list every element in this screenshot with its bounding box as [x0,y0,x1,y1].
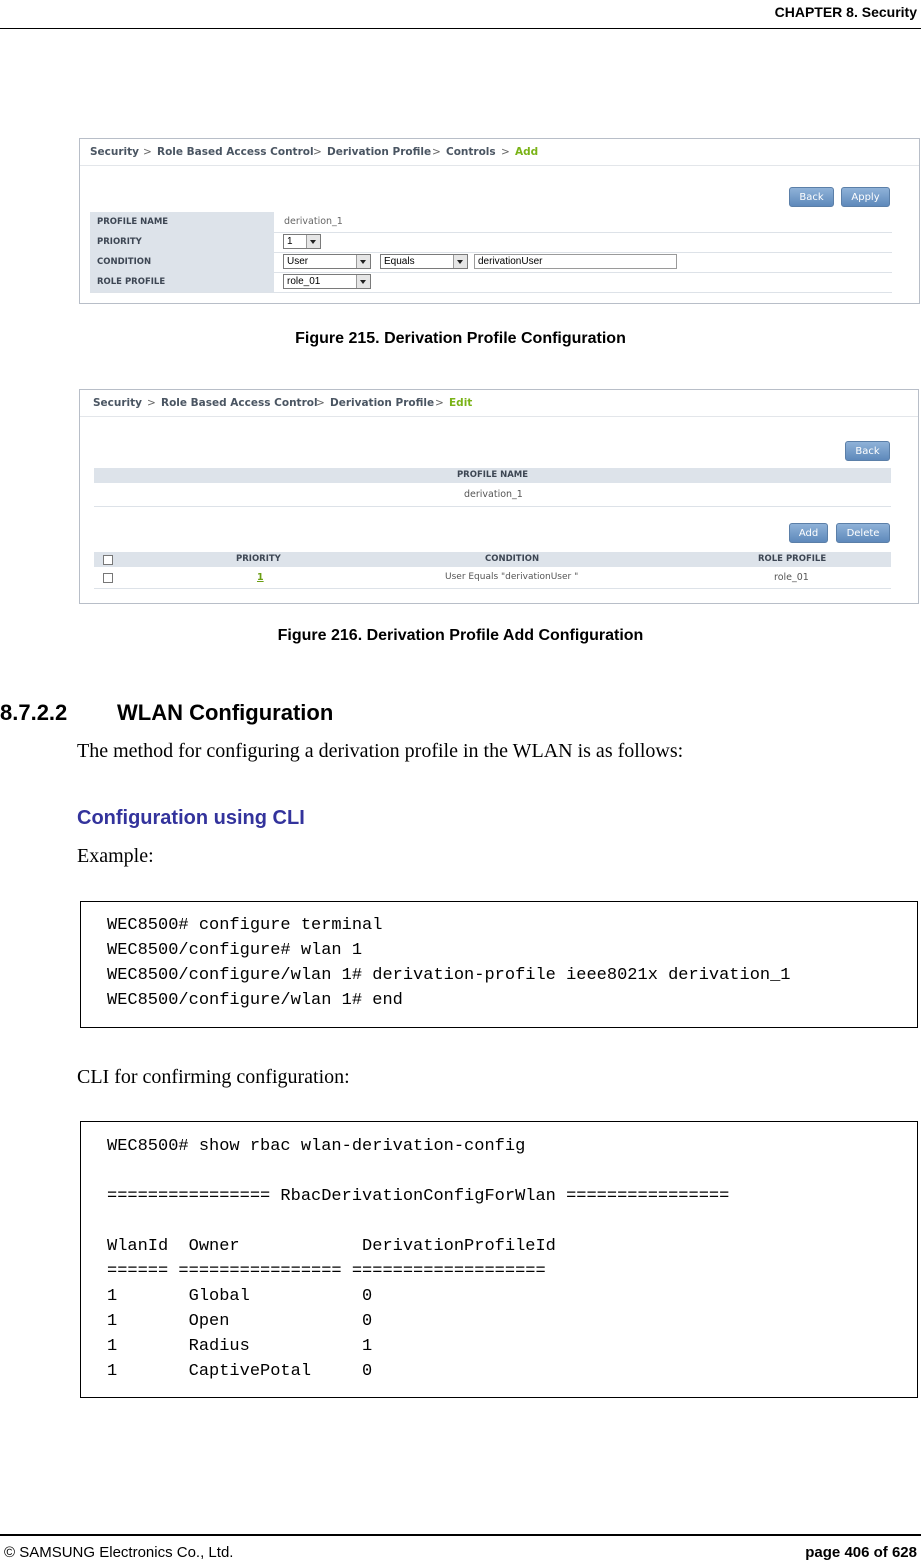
column-role-profile[interactable]: ROLE PROFILE [758,554,827,564]
role-profile-select-value: role_01 [287,276,321,287]
condition-operator-value: Equals [384,256,415,267]
condition-operator-select[interactable] [380,254,468,269]
cli-example-block [80,901,918,1028]
code-line: 1 Radius 1 [107,1337,373,1356]
condition-field-value: User [287,256,309,267]
confirm-label: CLI for confirming configuration: [77,1066,350,1088]
section-number: 8.7.2.2 [0,700,68,725]
back-button[interactable]: Back [789,187,834,207]
table-header [94,552,891,567]
breadcrumb-security[interactable]: Security [90,146,140,158]
chevron-down-icon [356,275,370,288]
figure-215-caption: Figure 215. Derivation Profile Configuration [295,330,626,347]
section-intro: The method for configuring a derivation profile in the WLAN is as follows: [77,740,684,762]
breadcrumb-add: Add [515,146,539,158]
row-checkbox[interactable] [103,573,113,583]
breadcrumb-separator: > [316,397,325,409]
chapter-title: CHAPTER 8. Security [774,4,917,20]
back-button[interactable]: Back [845,441,890,461]
code-line: WlanId Owner DerivationProfileId [107,1237,556,1256]
code-line: 1 CaptivePotal 0 [107,1362,373,1381]
profile-name-label: PROFILE NAME [90,212,274,232]
breadcrumb-separator: > [147,397,156,409]
page-header [0,0,921,29]
select-all-checkbox[interactable] [103,555,113,565]
role-profile-select[interactable] [283,274,371,289]
divider [94,588,891,589]
role-profile-label: ROLE PROFILE [90,272,274,292]
chevron-down-icon [356,255,370,268]
breadcrumb-separator: > [313,146,322,158]
breadcrumb-separator: > [143,146,152,158]
priority-label: PRIORITY [90,232,274,252]
code-line: WEC8500# configure terminal [107,916,383,935]
breadcrumb-rbac[interactable]: Role Based Access Control [157,146,314,158]
profile-name-header-label: PROFILE NAME [456,470,529,480]
code-line: 1 Global 0 [107,1287,373,1306]
copyright: © SAMSUNG Electronics Co., Ltd. [4,1544,234,1561]
figure-216-caption: Figure 216. Derivation Profile Add Configuration [277,627,644,644]
breadcrumb-separator: > [432,146,441,158]
breadcrumb-derivation-profile[interactable]: Derivation Profile [330,397,435,409]
condition-label: CONDITION [90,252,274,272]
chevron-down-icon [306,235,320,248]
example-label: Example: [77,845,154,867]
row-priority-link[interactable]: 1 [257,572,264,583]
code-line: WEC8500/configure# wlan 1 [107,941,363,960]
breadcrumb-separator: > [501,146,510,158]
cli-confirm-block [80,1121,918,1398]
breadcrumb-controls[interactable]: Controls [446,146,496,158]
breadcrumb [80,139,919,166]
breadcrumb-rbac[interactable]: Role Based Access Control [161,397,318,409]
priority-select[interactable] [283,234,321,249]
derivation-profile-edit-panel [79,389,919,604]
row-condition: User Equals "derivationUser " [445,572,579,582]
profile-name-value: derivation_1 [464,489,523,500]
role-profile-row [90,272,892,293]
priority-row [90,232,892,253]
breadcrumb [80,390,918,417]
code-line: WEC8500/configure/wlan 1# end [107,991,403,1010]
chevron-down-icon [453,255,467,268]
breadcrumb-edit: Edit [449,397,473,409]
profile-name-row [90,212,892,233]
code-line: ================ RbacDerivationConfigForWlan ================ [107,1187,730,1206]
code-line: ====== ================ =================== [107,1262,546,1281]
breadcrumb-separator: > [435,397,444,409]
code-line: WEC8500/configure/wlan 1# derivation-profile ieee8021x derivation_1 [107,966,791,985]
row-role-profile: role_01 [774,572,809,583]
condition-field-select[interactable] [283,254,371,269]
derivation-profile-add-panel [79,138,920,304]
profile-name-header [94,468,891,483]
condition-row [90,252,892,273]
column-priority[interactable]: PRIORITY [236,554,281,564]
breadcrumb-security[interactable]: Security [93,397,143,409]
add-button[interactable]: Add [789,523,828,543]
apply-button[interactable]: Apply [841,187,890,207]
breadcrumb-derivation-profile[interactable]: Derivation Profile [327,146,432,158]
delete-button[interactable]: Delete [836,523,890,543]
profile-name-value: derivation_1 [284,216,343,227]
code-line: 1 Open 0 [107,1312,373,1331]
page-number: page 406 of 628 [805,1544,917,1561]
condition-value-input[interactable]: derivationUser [474,254,677,269]
page-footer [0,1534,921,1567]
priority-select-value: 1 [287,236,293,247]
column-condition[interactable]: CONDITION [485,554,540,564]
code-line: WEC8500# show rbac wlan-derivation-config [107,1137,526,1156]
divider [94,506,891,507]
subsection-title: Configuration using CLI [77,807,305,829]
section-title: WLAN Configuration [117,700,334,725]
